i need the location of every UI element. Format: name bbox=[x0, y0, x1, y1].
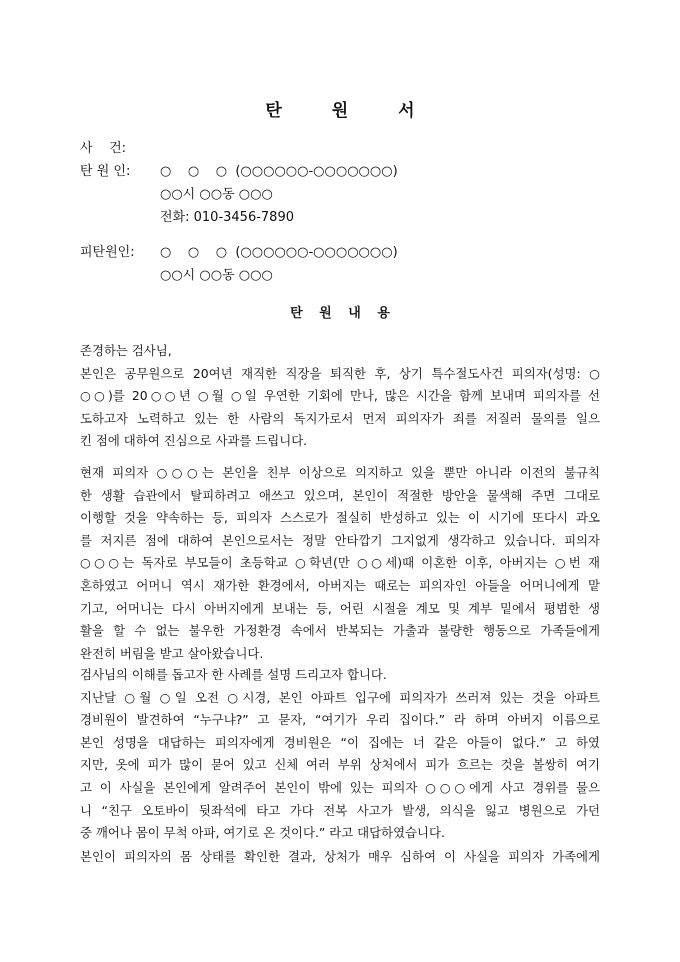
paragraph-line: 지만, 옷에 피가 많이 묻어 있고 신체 여러 부위 상처에서 피가 흐르는 것을 볼쌍히 여기 bbox=[80, 757, 600, 773]
paragraph-line: 지난달 ○월 ○일 오전 ○시경, 본인 아파트 입구에 피의자가 쓰러져 있는 것을 아파트 bbox=[80, 689, 600, 705]
petitioner-name: ○ ○ ○ (○○○○○○-○○○○○○○) bbox=[160, 164, 398, 179]
paragraph-line: 활을 할 수 없는 불우한 가정환경 속에서 반복되는 가출과 불량한 행동으로 가족들에게 bbox=[80, 623, 600, 639]
petitioner-address: ○○시 ○○동 ○○○ bbox=[160, 187, 273, 202]
paragraph-line: 도하고자 노력하고 있는 한 사람의 독지가로서 먼저 피의자가 죄를 저질러 물의를 일으 bbox=[80, 410, 600, 426]
paragraph-line: 를 저지른 점에 대하여 본인으로서는 정말 안타깝기 그지없게 생각하고 있습니다. 피의자 bbox=[80, 532, 600, 548]
respondent-address: ○○시 ○○동 ○○○ bbox=[160, 268, 273, 283]
paragraph-apology bbox=[80, 340, 600, 453]
petitioner-phone: 전화: 010-3456-7890 bbox=[160, 210, 294, 225]
paragraph-line: 한 생활 습관에서 탈피하려고 애쓰고 있으며, 본인이 적절한 방안을 물색해 주면 그대로 bbox=[80, 487, 600, 503]
section-title-char: 용 bbox=[377, 306, 390, 321]
section-title-char: 원 bbox=[319, 306, 332, 321]
title-char: 탄 bbox=[265, 101, 282, 121]
title-char: 서 bbox=[398, 101, 415, 121]
paragraph-line: 본인 성명을 대답하는 피의자에게 경비원은 “이 집에는 너 같은 아들이 없다.” 고 하였 bbox=[80, 734, 600, 750]
paragraph-line: 니 “친구 오토바이 뒷좌석에 타고 가다 전복 사고가 발생, 의식을 잃고 병원으로 가던 bbox=[80, 802, 600, 818]
section-title-char: 탄 bbox=[290, 306, 303, 321]
paragraph-example bbox=[80, 664, 600, 845]
case-label: 사 건: bbox=[80, 141, 127, 156]
paragraph-line: ○○○는 독자로 부모들이 초등학교 ○학년(만 ○○세)때 이혼한 이후, 아버지는 ○번 재 bbox=[80, 555, 600, 571]
paragraph-line: 본인은 공무원으로 20여년 재직한 직장을 퇴직한 후, 상기 특수절도사건 피의자(성명: ○ bbox=[80, 365, 600, 381]
paragraph-background bbox=[80, 462, 600, 665]
section-title bbox=[0, 302, 680, 321]
paragraph-line: ○○)를 20○○년 ○월 ○일 우연한 기회에 만나, 많은 시간을 함께 보내며 피의자를 선 bbox=[80, 388, 600, 404]
petitioner-label: 탄 원 인: bbox=[80, 164, 131, 179]
paragraph-line: 본인이 피의자의 몸 상태를 확인한 결과, 상처가 매우 심하여 이 사실을 피의자 가족에게 bbox=[80, 849, 600, 864]
paragraph-line: 완전히 버림을 받고 살아왔습니다. bbox=[80, 645, 264, 661]
paragraph-line: 현재 피의자 ○○○는 본인을 친부 이상으로 의지하고 있을 뿐만 아니라 이전의 불규칙 bbox=[80, 465, 600, 480]
paragraph-line: 이행할 것을 약속하는 등, 피의자 스스로가 절실히 반성하고 있는 이 시기에 또다시 과오 bbox=[80, 510, 600, 526]
paragraph-line: 기고, 어머니는 다시 아버지에게 보내는 등, 어린 시절을 계모 및 계부 밑에서 평범한 생 bbox=[80, 600, 600, 616]
paragraph-condition bbox=[80, 846, 600, 869]
paragraph-line: 킨 점에 대하여 진심으로 사과를 드립니다. bbox=[80, 433, 308, 449]
title-char: 원 bbox=[331, 101, 349, 121]
paragraph-line: 검사님의 이해를 돕고자 한 사례를 설명 드리고자 합니다. bbox=[80, 667, 387, 682]
paragraph-line: 경비원이 발견하여 “누구냐?” 고 묻자, “여기가 우리 집이다.” 라 하며 아버지 이름으로 bbox=[80, 712, 600, 728]
section-title-char: 내 bbox=[348, 306, 361, 321]
paragraph-line: 중 깨어나 몸이 무척 아파, 여기로 온 것이다.” 라고 대답하였습니다. bbox=[80, 825, 445, 841]
paragraph-line: 고 이 사실을 본인에게 알려주어 본인이 밖에 있는 피의자 ○○○에게 사고 경위를 물으 bbox=[80, 779, 600, 795]
document-title bbox=[0, 96, 680, 121]
respondent-label: 피탄원인: bbox=[80, 245, 135, 260]
paragraph-line: 존경하는 검사님, bbox=[80, 343, 172, 358]
paragraph-line: 혼하였고 어머니 역시 재가한 환경에서, 아버지는 때로는 피의자인 아들을 어머니에게 맡 bbox=[80, 577, 600, 593]
respondent-name: ○ ○ ○ (○○○○○○-○○○○○○○) bbox=[160, 245, 398, 260]
